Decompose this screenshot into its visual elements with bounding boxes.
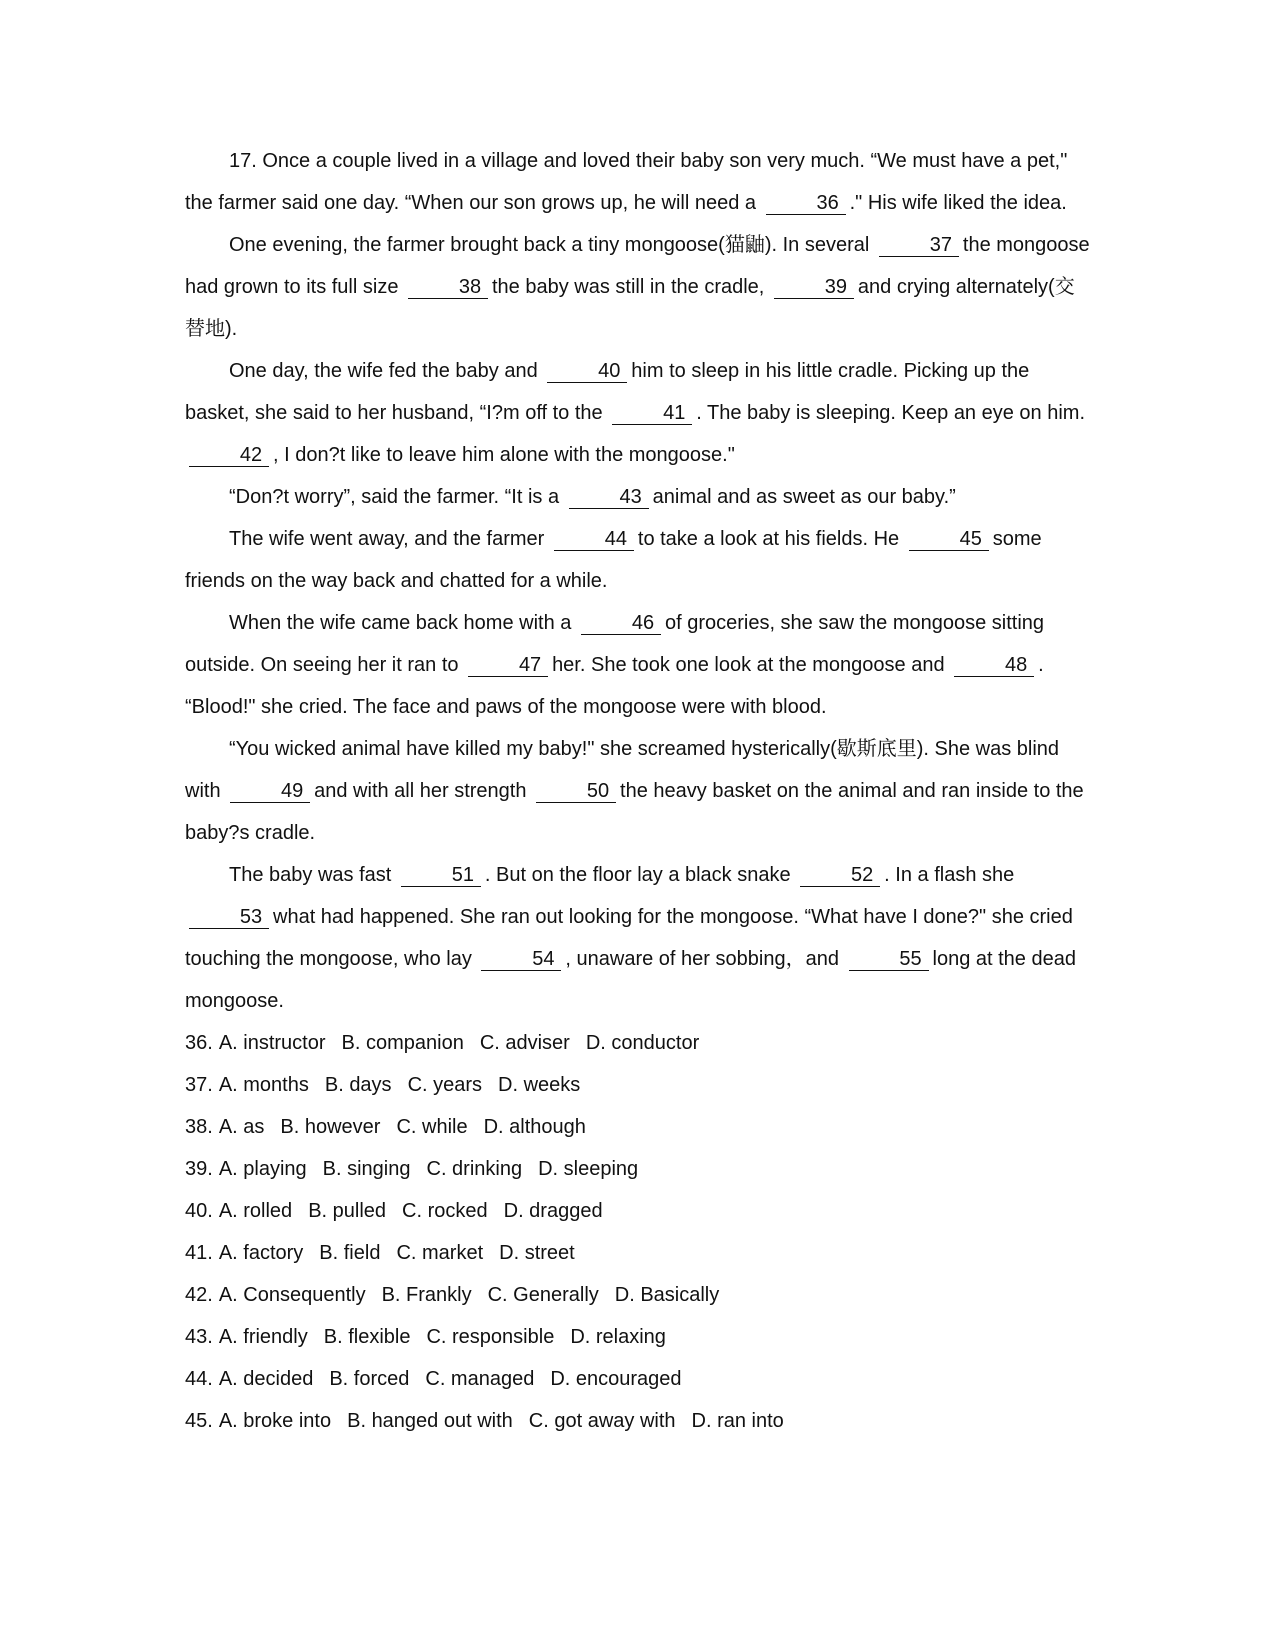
passage-paragraph bbox=[185, 602, 1090, 728]
blank-number: 44 bbox=[554, 528, 634, 551]
blank-number: 49 bbox=[230, 780, 310, 803]
passage-text: . In a flash she bbox=[884, 864, 1015, 886]
passage-text: The baby was fast bbox=[229, 864, 397, 886]
answer-option: B. however bbox=[280, 1116, 381, 1138]
answer-option: B. singing bbox=[322, 1158, 411, 1180]
blank-number: 37 bbox=[879, 234, 959, 257]
answer-option: B. pulled bbox=[308, 1200, 387, 1222]
passage-text: “You wicked animal have killed my baby!" she screamed hysterically(歇斯底里). She was blind with bbox=[185, 738, 1060, 802]
blank-number: 48 bbox=[954, 654, 1034, 677]
passage-text: . But on the floor lay a black snake bbox=[484, 864, 797, 886]
passage-text: long at the dead mongoose. bbox=[185, 948, 1076, 1012]
answer-option: A. decided bbox=[218, 1368, 314, 1390]
question-number: 42. bbox=[185, 1284, 213, 1306]
answer-option: D. although bbox=[483, 1116, 586, 1138]
blank-number: 43 bbox=[569, 486, 649, 509]
question-number: 44. bbox=[185, 1368, 213, 1390]
blank-number: 38 bbox=[408, 276, 488, 299]
answer-option: D. weeks bbox=[498, 1074, 581, 1096]
answer-option: D. street bbox=[499, 1242, 575, 1264]
answer-option: B. field bbox=[319, 1242, 381, 1264]
question-number: 45. bbox=[185, 1410, 213, 1432]
answer-option: C. responsible bbox=[426, 1326, 555, 1348]
blank-number: 41 bbox=[612, 402, 692, 425]
passage-text: One day, the wife fed the baby and bbox=[229, 360, 544, 382]
answer-option: B. Frankly bbox=[381, 1284, 472, 1306]
question-number: 43. bbox=[185, 1326, 213, 1348]
blank-number: 52 bbox=[800, 864, 880, 887]
passage-paragraph bbox=[185, 140, 1090, 224]
blank-number: 42 bbox=[189, 444, 269, 467]
passage-text: animal and as sweet as our baby.” bbox=[652, 486, 956, 508]
answer-option: C. years bbox=[407, 1074, 483, 1096]
question-row bbox=[185, 1148, 1090, 1190]
question-row bbox=[185, 1358, 1090, 1400]
answer-option: C. got away with bbox=[528, 1410, 676, 1432]
answer-option: A. friendly bbox=[218, 1326, 308, 1348]
passage-text: “Don?t worry”, said the farmer. “It is a bbox=[229, 486, 565, 508]
passage-text: and crying alternately(交替地). bbox=[185, 276, 1075, 340]
question-row bbox=[185, 1274, 1090, 1316]
answer-option: D. encouraged bbox=[550, 1368, 682, 1390]
passage-text: the baby was still in the cradle, bbox=[492, 276, 770, 298]
blank-number: 36 bbox=[766, 192, 846, 215]
cloze-passage bbox=[185, 140, 1090, 1022]
passage-text: When the wife came back home with a bbox=[229, 612, 577, 634]
answer-option: A. broke into bbox=[218, 1410, 332, 1432]
answer-option: A. months bbox=[218, 1074, 309, 1096]
blank-number: 47 bbox=[468, 654, 548, 677]
question-number: 41. bbox=[185, 1242, 213, 1264]
blank-number: 40 bbox=[547, 360, 627, 383]
answer-option: A. Consequently bbox=[218, 1284, 366, 1306]
question-row bbox=[185, 1316, 1090, 1358]
answer-option: D. conductor bbox=[585, 1032, 700, 1054]
blank-number: 45 bbox=[909, 528, 989, 551]
answer-option: A. rolled bbox=[218, 1200, 293, 1222]
blank-number: 55 bbox=[849, 948, 929, 971]
passage-paragraph bbox=[185, 350, 1090, 476]
passage-text: . The baby is sleeping. Keep an eye on him. bbox=[696, 402, 1086, 424]
question-row bbox=[185, 1064, 1090, 1106]
answer-option: D. dragged bbox=[503, 1200, 603, 1222]
answer-option: B. days bbox=[324, 1074, 392, 1096]
passage-text: 17. Once a couple lived in a village and loved their baby son very much. “We must have a pet," the farmer said one day. “When our son grows up, he will need a bbox=[185, 150, 1068, 214]
passage-text: of groceries, she saw the mongoose sitting outside. On seeing her it ran to bbox=[185, 612, 1045, 676]
passage-text: her. She took one look at the mongoose and bbox=[552, 654, 951, 676]
question-number: 36. bbox=[185, 1032, 213, 1054]
answer-option: A. instructor bbox=[218, 1032, 326, 1054]
question-row bbox=[185, 1190, 1090, 1232]
passage-text: some friends on the way back and chatted for a while. bbox=[185, 528, 1042, 592]
answer-option: B. hanged out with bbox=[347, 1410, 513, 1432]
answer-option: C. rocked bbox=[402, 1200, 488, 1222]
question-row bbox=[185, 1022, 1090, 1064]
question-row bbox=[185, 1400, 1090, 1442]
passage-text: . “Blood!" she cried. The face and paws of the mongoose were with blood. bbox=[185, 654, 1044, 718]
passage-text: what had happened. She ran out looking for the mongoose. “What have I done?" she cried touching the mongoose, who lay bbox=[185, 906, 1073, 970]
answer-option: A. factory bbox=[218, 1242, 304, 1264]
passage-paragraph bbox=[185, 476, 1090, 518]
answer-option: D. sleeping bbox=[538, 1158, 639, 1180]
passage-text: the mongoose had grown to its full size bbox=[185, 234, 1090, 298]
question-number: 37. bbox=[185, 1074, 213, 1096]
answer-option: B. flexible bbox=[323, 1326, 411, 1348]
passage-text: , I don?t like to leave him alone with the mongoose." bbox=[273, 444, 735, 466]
blank-number: 50 bbox=[536, 780, 616, 803]
blank-number: 46 bbox=[581, 612, 661, 635]
passage-paragraph bbox=[185, 854, 1090, 1022]
passage-text: ." His wife liked the idea. bbox=[849, 192, 1067, 214]
passage-paragraph bbox=[185, 224, 1090, 350]
question-number: 38. bbox=[185, 1116, 213, 1138]
passage-text: the heavy basket on the animal and ran inside to the baby?s cradle. bbox=[185, 780, 1084, 844]
passage-text: and with all her strength bbox=[314, 780, 533, 802]
passage-text: The wife went away, and the farmer bbox=[229, 528, 550, 550]
answer-option: A. as bbox=[218, 1116, 265, 1138]
answer-option: B. companion bbox=[341, 1032, 464, 1054]
question-number: 40. bbox=[185, 1200, 213, 1222]
answer-option: A. playing bbox=[218, 1158, 307, 1180]
blank-number: 54 bbox=[481, 948, 561, 971]
passage-text: , unaware of her sobbing，and bbox=[565, 948, 845, 970]
answer-option: C. while bbox=[396, 1116, 468, 1138]
question-row bbox=[185, 1106, 1090, 1148]
blank-number: 39 bbox=[774, 276, 854, 299]
answer-option: D. ran into bbox=[691, 1410, 784, 1432]
answer-option: C. managed bbox=[425, 1368, 535, 1390]
answer-option: D. relaxing bbox=[570, 1326, 666, 1348]
answer-options bbox=[185, 1022, 1090, 1442]
answer-option: B. forced bbox=[329, 1368, 410, 1390]
answer-option: D. Basically bbox=[614, 1284, 720, 1306]
passage-paragraph bbox=[185, 518, 1090, 602]
question-number: 39. bbox=[185, 1158, 213, 1180]
passage-text: One evening, the farmer brought back a tiny mongoose(猫鼬). In several bbox=[229, 234, 875, 256]
answer-option: C. drinking bbox=[426, 1158, 523, 1180]
answer-option: C. adviser bbox=[479, 1032, 570, 1054]
passage-text: him to sleep in his little cradle. Picking up the basket, she said to her husband, “I?m off to the bbox=[185, 360, 1030, 424]
passage-paragraph bbox=[185, 728, 1090, 854]
answer-option: C. Generally bbox=[487, 1284, 599, 1306]
blank-number: 53 bbox=[189, 906, 269, 929]
question-row bbox=[185, 1232, 1090, 1274]
answer-option: C. market bbox=[396, 1242, 484, 1264]
document-page bbox=[185, 140, 1090, 1442]
blank-number: 51 bbox=[401, 864, 481, 887]
passage-text: to take a look at his fields. He bbox=[637, 528, 905, 550]
